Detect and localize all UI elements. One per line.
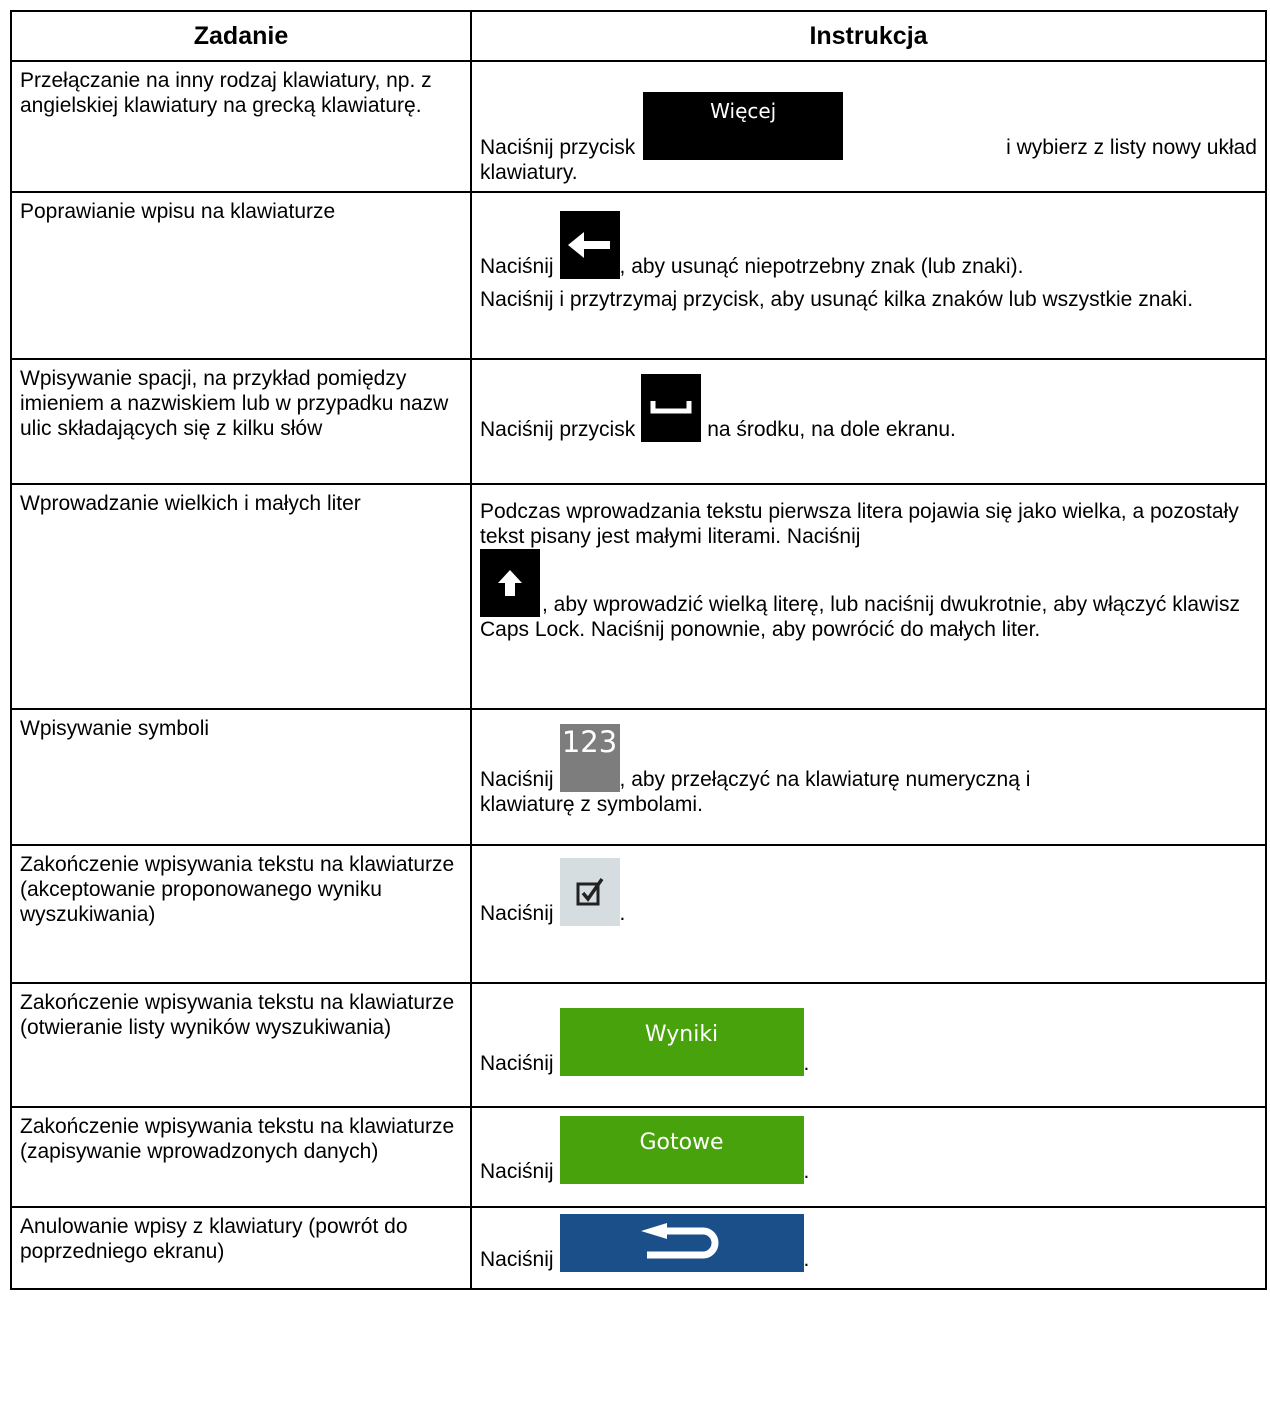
header-row xyxy=(11,11,1266,61)
task-cell: Anulowanie wpisy z klawiatury (powrót do poprzedniego ekranu) xyxy=(11,1207,471,1289)
instruction-text: Naciśnij i przytrzymaj przycisk, aby usunąć kilka znaków lub wszystkie znaki. xyxy=(480,288,1194,311)
instruction-cell xyxy=(471,709,1266,845)
instruction-cell xyxy=(471,359,1266,484)
instruction-text: . xyxy=(803,1052,810,1075)
instruction-text: , aby przełączyć na klawiaturę numeryczną i xyxy=(619,768,1031,791)
instruction-cell xyxy=(471,983,1266,1107)
instruction-line xyxy=(480,1214,1257,1272)
table-row xyxy=(11,845,1266,983)
task-cell: Zakończenie wpisywania tekstu na klawiaturze (akceptowanie proponowanego wyniku wyszukiwania) xyxy=(11,845,471,983)
instruction-text: i wybierz z listy nowy układ xyxy=(1006,136,1257,159)
instruction-text: . xyxy=(619,902,626,925)
instruction-text: Naciśnij xyxy=(480,1160,554,1183)
task-cell: Wpisywanie symboli xyxy=(11,709,471,845)
instruction-text: Naciśnij xyxy=(480,902,554,925)
instruction-text: , aby wprowadzić wielką literę, lub naciśnij dwukrotnie, aby włączyć klawisz Caps Lock. Naciśnij ponownie, aby powrócić do małych liter. xyxy=(480,593,1240,641)
table-row xyxy=(11,61,1266,192)
instruction-line xyxy=(480,1116,1257,1184)
numeric-keyboard-button[interactable]: 123 xyxy=(560,724,620,792)
instruction-line xyxy=(480,374,1257,442)
instruction-text: Podczas wprowadzania tekstu pierwsza litera pojawia się jako wielka, a pozostały tekst pisany jest małymi literami. Naciśnij xyxy=(480,500,1239,548)
table-row xyxy=(11,359,1266,484)
instruction-line xyxy=(480,92,1257,160)
task-cell: Poprawianie wpisu na klawiaturze xyxy=(11,192,471,359)
back-arrow-icon[interactable] xyxy=(560,1214,804,1272)
task-cell: Zakończenie wpisywania tekstu na klawiaturze (otwieranie listy wyników wyszukiwania) xyxy=(11,983,471,1107)
instruction-cell xyxy=(471,61,1266,192)
instruction-text: Naciśnij xyxy=(480,1052,554,1075)
instruction-cell xyxy=(471,845,1266,983)
instruction-cell xyxy=(471,1207,1266,1289)
task-cell: Wpisywanie spacji, na przykład pomiędzy imieniem a nazwiskiem lub w przypadku nazw ulic składających się z kilku słów xyxy=(11,359,471,484)
instruction-text: Naciśnij xyxy=(480,768,554,791)
instruction-cell xyxy=(471,192,1266,359)
header-zadanie: Zadanie xyxy=(11,11,471,61)
instruction-line xyxy=(480,858,1257,926)
table-row xyxy=(11,709,1266,845)
instruction-table xyxy=(10,10,1267,1290)
instruction-text: klawiaturę z symbolami. xyxy=(480,793,703,816)
instruction-text: klawiatury. xyxy=(480,161,578,184)
table-row xyxy=(11,1107,1266,1207)
checkbox-icon[interactable] xyxy=(560,858,620,926)
task-cell: Przełączanie na inny rodzaj klawiatury, np. z angielskiej klawiatury na grecką klawiaturę. xyxy=(11,61,471,192)
instruction-text: Naciśnij xyxy=(480,1248,554,1271)
instruction-line xyxy=(480,724,1257,792)
more-button[interactable]: Więcej xyxy=(643,92,843,160)
instruction-text: Naciśnij przycisk xyxy=(480,418,636,441)
table-row xyxy=(11,983,1266,1107)
instruction-text: . xyxy=(803,1248,810,1271)
instruction-line xyxy=(480,1008,1257,1076)
results-button[interactable]: Wyniki xyxy=(560,1008,804,1076)
table-row xyxy=(11,484,1266,709)
space-bar-icon[interactable] xyxy=(641,374,701,442)
instruction-cell xyxy=(471,1107,1266,1207)
instruction-cell xyxy=(471,484,1266,709)
instruction-line xyxy=(480,211,1257,279)
table-row xyxy=(11,192,1266,359)
instruction-text: , aby usunąć niepotrzebny znak (lub znaki). xyxy=(619,255,1024,278)
instruction-text: . xyxy=(803,1160,810,1183)
task-cell: Zakończenie wpisywania tekstu na klawiaturze (zapisywanie wprowadzonych danych) xyxy=(11,1107,471,1207)
instruction-text: Naciśnij xyxy=(480,255,554,278)
instruction-text: Naciśnij przycisk xyxy=(480,136,636,159)
header-instrukcja: Instrukcja xyxy=(471,11,1266,61)
done-button[interactable]: Gotowe xyxy=(560,1116,804,1184)
table-row xyxy=(11,1207,1266,1289)
instruction-text: na środku, na dole ekranu. xyxy=(707,418,956,441)
task-cell: Wprowadzanie wielkich i małych liter xyxy=(11,484,471,709)
shift-arrow-icon[interactable] xyxy=(480,549,540,617)
backspace-arrow-icon[interactable] xyxy=(560,211,620,279)
